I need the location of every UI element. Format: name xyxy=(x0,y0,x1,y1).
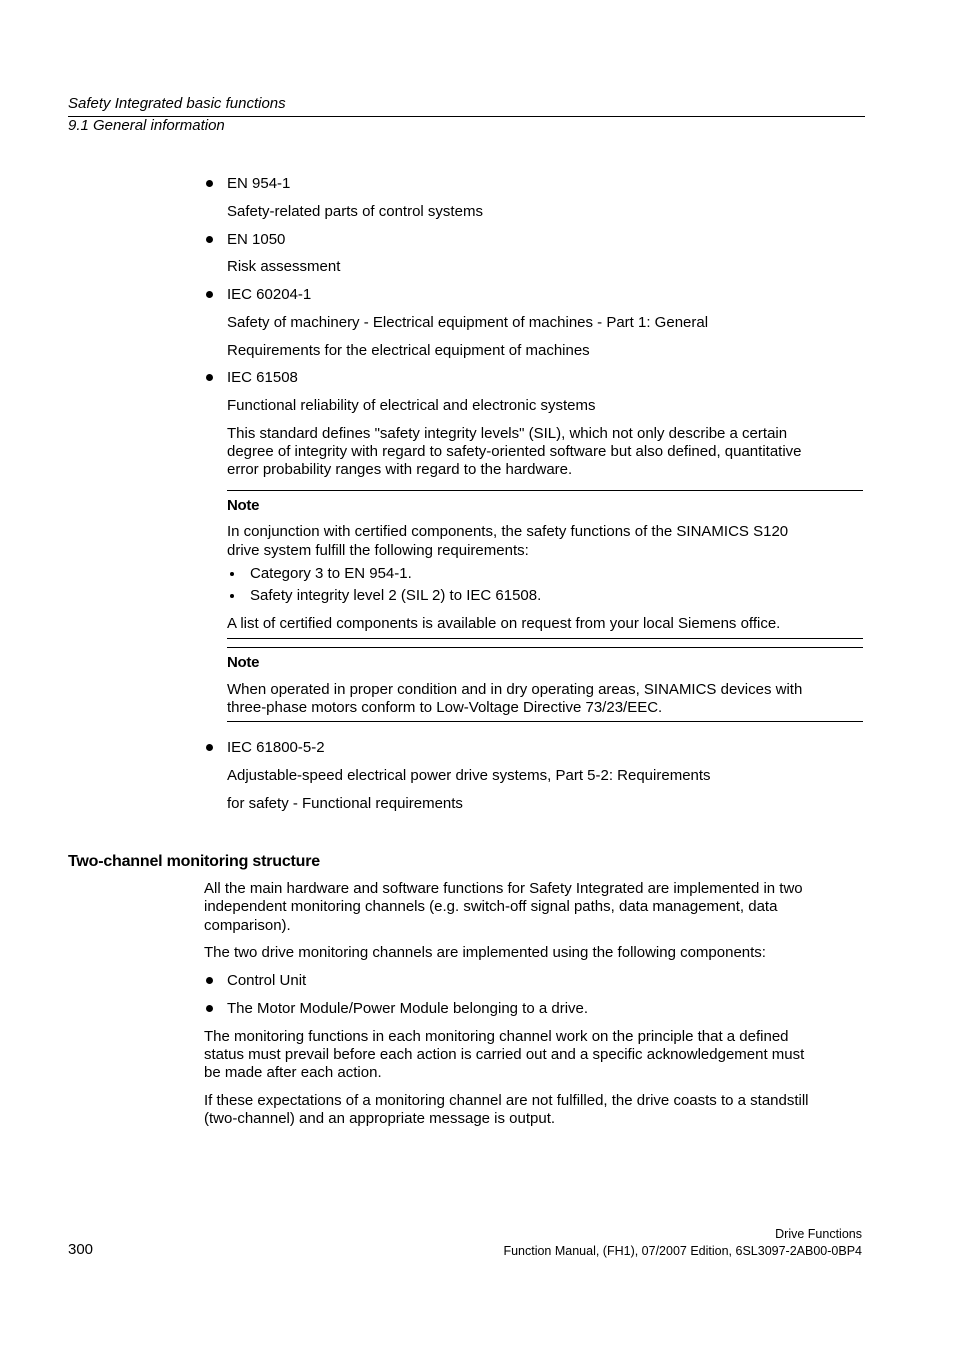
bullet-icon xyxy=(206,236,213,243)
bullet-icon xyxy=(230,594,234,598)
paragraph-line: If these expectations of a monitoring channel are not fulfilled, the drive coasts to a standstill xyxy=(204,1092,809,1109)
standard-code: IEC 60204-1 xyxy=(227,286,312,303)
standard-code: EN 1050 xyxy=(227,231,286,248)
section-heading: Two-channel monitoring structure xyxy=(68,853,320,870)
bullet-icon xyxy=(206,744,213,751)
note-text: three-phase motors conform to Low-Voltage Directive 73/23/EEC. xyxy=(227,699,663,716)
note-text: In conjunction with certified components, the safety functions of the SINAMICS S120 xyxy=(227,523,789,540)
bullet-icon xyxy=(206,977,213,984)
paragraph-line: The monitoring functions in each monitoring channel work on the principle that a defined xyxy=(204,1028,789,1045)
list-item: The Motor Module/Power Module belonging to a drive. xyxy=(227,1000,589,1017)
standard-desc: Adjustable-speed electrical power drive systems, Part 5-2: Requirements xyxy=(227,767,711,784)
note-text: When operated in proper condition and in dry operating areas, SINAMICS devices with xyxy=(227,681,803,698)
standard-desc: Requirements for the electrical equipment of machines xyxy=(227,342,590,359)
paragraph-line: degree of integrity with regard to safety-oriented software but also defined, quantitative xyxy=(227,443,802,460)
bullet-icon xyxy=(206,374,213,381)
bullet-icon xyxy=(230,572,234,576)
paragraph-line: independent monitoring channels (e.g. switch-off signal paths, data management, data xyxy=(204,898,778,915)
paragraph-line: status must prevail before each action is carried out and a specific acknowledgement must xyxy=(204,1046,805,1063)
paragraph-line: (two-channel) and an appropriate message is output. xyxy=(204,1110,556,1127)
note-top-rule xyxy=(227,490,863,491)
footer-doc-info: Function Manual, (FH1), 07/2007 Edition, 6SL3097-2AB00-0BP4 xyxy=(503,1244,862,1258)
note-text: A list of certified components is available on request from your local Siemens office. xyxy=(227,615,781,632)
running-header-section: 9.1 General information xyxy=(68,117,225,134)
standard-code: EN 954-1 xyxy=(227,175,291,192)
list-item: Control Unit xyxy=(227,972,307,989)
standard-desc: Safety of machinery - Electrical equipment of machines - Part 1: General xyxy=(227,314,709,331)
paragraph-line: error probability ranges with regard to the hardware. xyxy=(227,461,573,478)
note-top-rule xyxy=(227,647,863,648)
running-header-title: Safety Integrated basic functions xyxy=(68,95,286,112)
standard-desc: Risk assessment xyxy=(227,258,341,275)
standard-code: IEC 61800-5-2 xyxy=(227,739,325,756)
paragraph-line: All the main hardware and software functions for Safety Integrated are implemented in two xyxy=(204,880,803,897)
paragraph-line: This standard defines "safety integrity levels" (SIL), which not only describe a certain xyxy=(227,425,788,442)
note-bottom-rule xyxy=(227,638,863,639)
page-number: 300 xyxy=(68,1241,94,1258)
standard-desc: for safety - Functional requirements xyxy=(227,795,463,812)
standard-desc: Safety-related parts of control systems xyxy=(227,203,483,220)
paragraph-line: be made after each action. xyxy=(204,1064,382,1081)
note-list-item: Category 3 to EN 954-1. xyxy=(250,565,412,582)
standard-desc: Functional reliability of electrical and electronic systems xyxy=(227,397,596,414)
note-heading: Note xyxy=(227,654,260,671)
footer-doc-title: Drive Functions xyxy=(775,1227,862,1241)
paragraph-line: The two drive monitoring channels are implemented using the following components: xyxy=(204,944,766,961)
note-list-item: Safety integrity level 2 (SIL 2) to IEC 61508. xyxy=(250,587,542,604)
bullet-icon xyxy=(206,291,213,298)
note-bottom-rule xyxy=(227,721,863,722)
note-text: drive system fulfill the following requirements: xyxy=(227,542,529,559)
note-heading: Note xyxy=(227,497,260,514)
bullet-icon xyxy=(206,180,213,187)
bullet-icon xyxy=(206,1005,213,1012)
paragraph-line: comparison). xyxy=(204,917,291,934)
standard-code: IEC 61508 xyxy=(227,369,298,386)
